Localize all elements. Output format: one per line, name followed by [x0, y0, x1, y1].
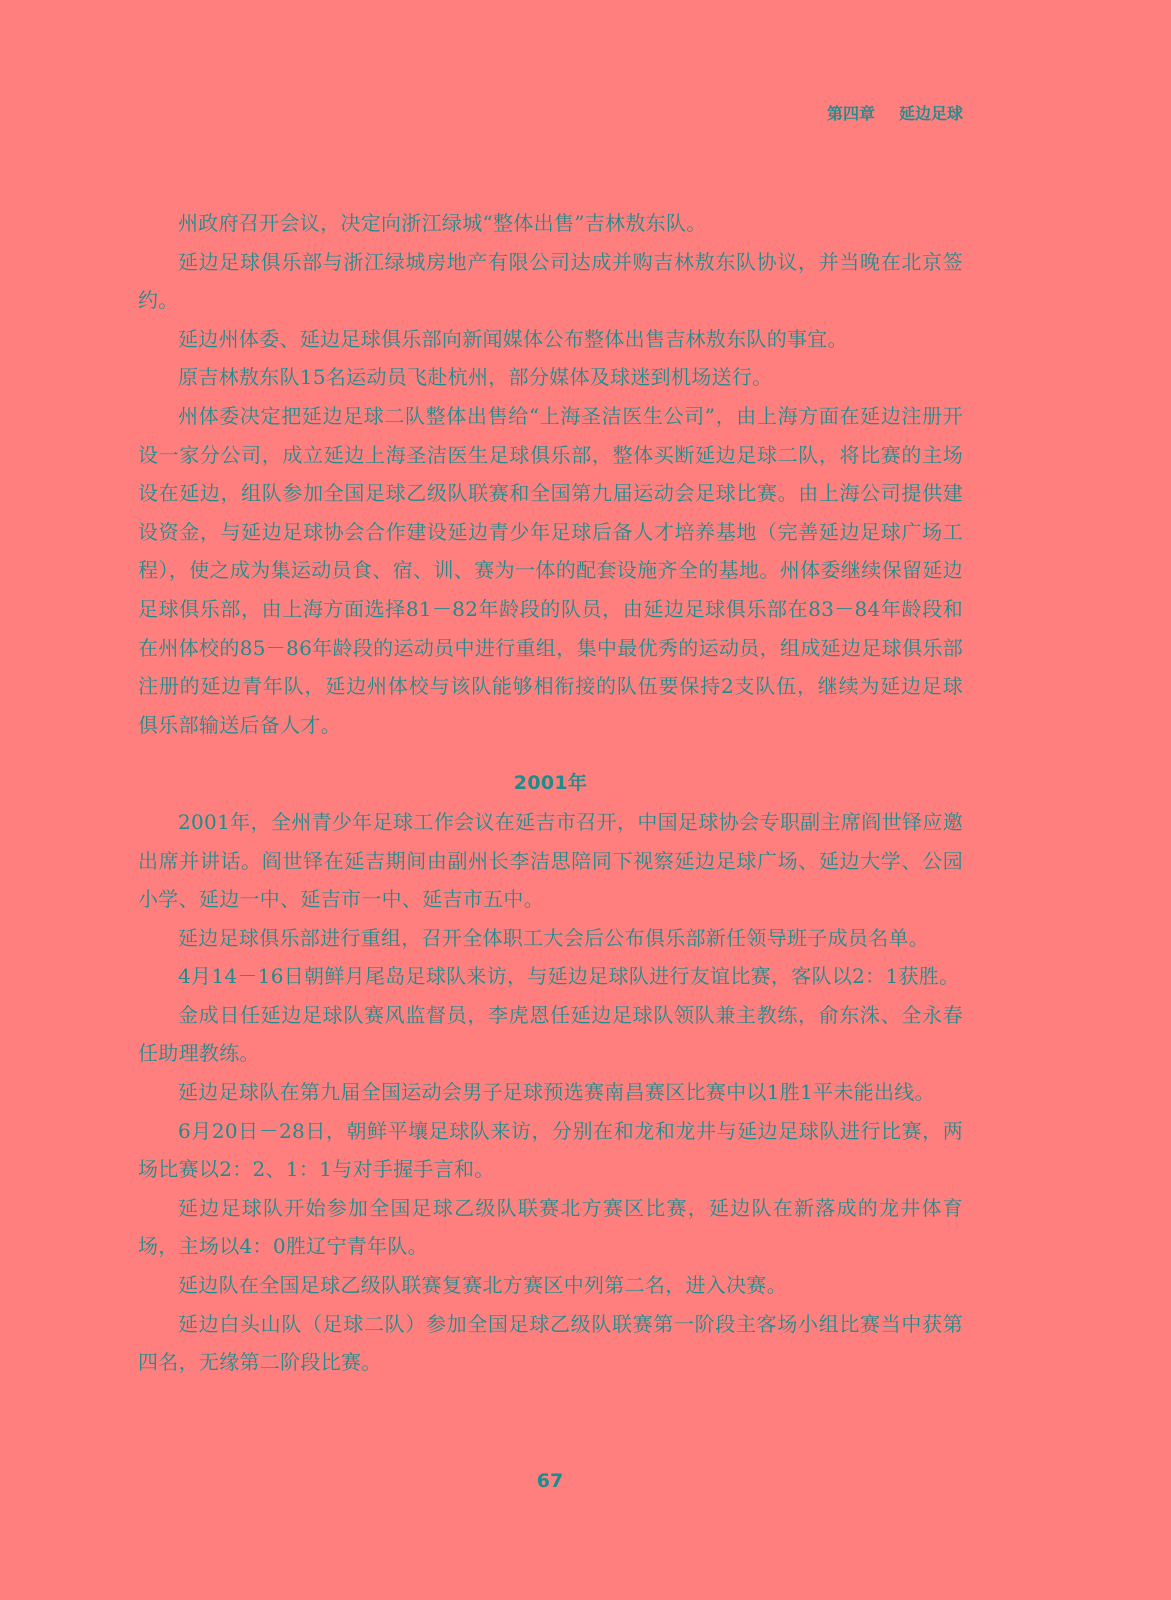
- paragraph: 金成日任延边足球队赛风监督员，李虎恩任延边足球队领队兼主教练，俞东洙、全永春任助理教练。: [138, 1002, 963, 1066]
- running-header: [827, 101, 963, 124]
- paragraph: 原吉林敖东队15名运动员飞赴杭州，部分媒体及球迷到机场送行。: [178, 365, 773, 390]
- body-text: [138, 204, 963, 1382]
- chapter-title: 延边足球: [898, 104, 963, 123]
- paragraph: 延边足球俱乐部与浙江绿城房地产有限公司达成并购吉林敖东队协议，并当晚在北京签约。: [138, 249, 963, 313]
- paragraph: 州体委决定把延边足球二队整体出售给“上海圣洁医生公司”，由上海方面在延边注册开设一家分公司，成立延边上海圣洁医生足球俱乐部，整体买断延边足球二队，将比赛的主场设在延边，组队参加全国足球乙级队联赛和全国第九届运动会足球比赛。由上海公司提供建设资金，与延边足球协会合作建设延边青少年足球后备人才培养基地（完善延边足球广场工程），使之成为集运动员食、宿、训、赛为一体的配套设施齐全的基地。州体委继续保留延边足球俱乐部，由上海方面选择81－82年龄段的队员，由延边足球俱乐部在83－84年龄段和在州体校的85－86年龄段的运动员中进行重组，集中最优秀的运动员，组成延边足球俱乐部注册的延边青年队，延边州体校与该队能够相衔接的队伍要保持2支队伍，继续为延边足球俱乐部输送后备人才。: [138, 403, 963, 737]
- paragraph: 延边足球队开始参加全国足球乙级队联赛北方赛区比赛，延边队在新落成的龙井体育场，主场以4：0胜辽宁青年队。: [138, 1195, 963, 1259]
- paragraph: 6月20日－28日，朝鲜平壤足球队来访，分别在和龙和龙井与延边足球队进行比赛，两场比赛以2：2、1：1与对手握手言和。: [138, 1118, 963, 1182]
- year-heading: 2001年: [513, 772, 588, 795]
- paragraph: 延边队在全国足球乙级队联赛复赛北方赛区中列第二名，进入决赛。: [178, 1273, 787, 1298]
- paragraph: 延边足球俱乐部进行重组，召开全体职工大会后公布俱乐部新任领导班子成员名单。: [178, 925, 930, 950]
- paragraph: 延边白头山队（足球二队）参加全国足球乙级队联赛第一阶段主客场小组比赛当中获第四名，无缘第二阶段比赛。: [138, 1311, 963, 1375]
- paragraph: 延边足球队在第九届全国运动会男子足球预选赛南昌赛区比赛中以1胜1平未能出线。: [178, 1080, 935, 1105]
- paragraph: 4月14－16日朝鲜月尾岛足球队来访，与延边足球队进行友谊比赛，客队以2：1获胜。: [178, 964, 960, 989]
- paragraph: 延边州体委、延边足球俱乐部向新闻媒体公布整体出售吉林敖东队的事宜。: [178, 326, 848, 351]
- page-number: 67: [536, 1470, 564, 1492]
- chapter-label: 第四章: [826, 104, 875, 123]
- paragraph: 州政府召开会议，决定向浙江绿城“整体出售”吉林敖东队。: [178, 211, 707, 235]
- paragraph: 2001年，全州青少年足球工作会议在延吉市召开，中国足球协会专职副主席阎世铎应邀出席并讲话。阎世铎在延吉期间由副州长李洁思陪同下视察延边足球广场、延边大学、公园小学、延边一中、延吉市一中、延吉市五中。: [138, 809, 963, 912]
